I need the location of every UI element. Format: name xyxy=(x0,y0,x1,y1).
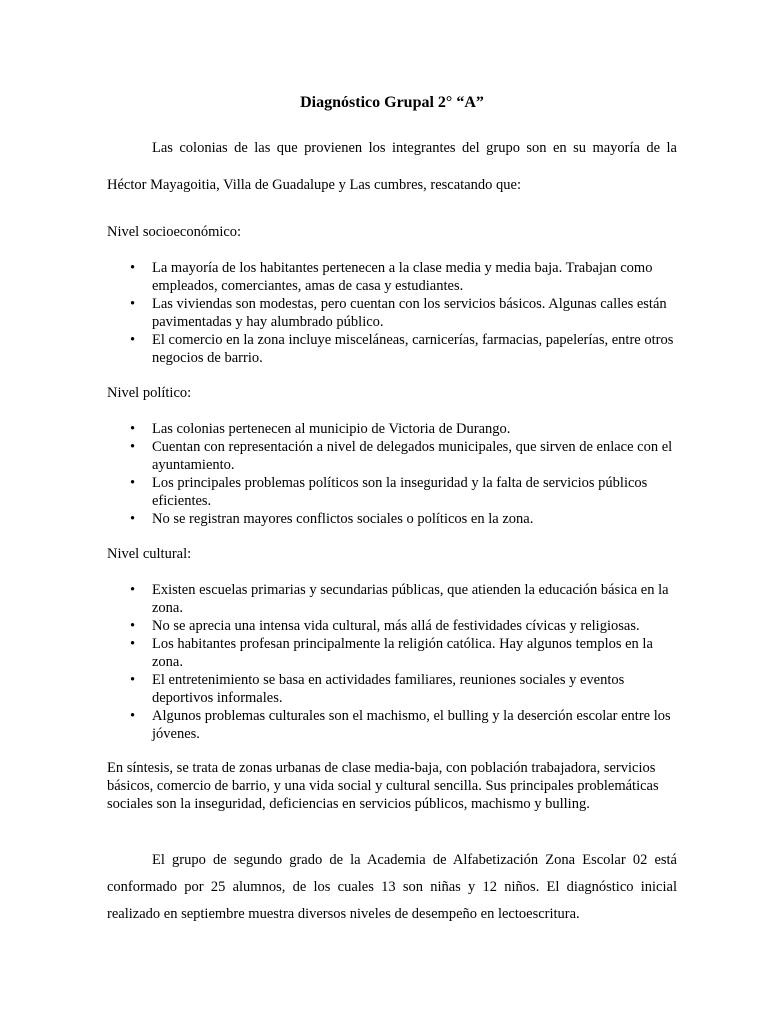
summary-paragraph: En síntesis, se trata de zonas urbanas de clase media-baja, con población trabajadora, servicios básicos, comercio de barrio, y una vida social y cultural sencilla. Sus principales problemáticas sociales son la inseguridad, deficiencias en servicios públicos, machismo y bulling. xyxy=(107,760,659,812)
list-item-text: El entretenimiento se basa en actividades familiares, reuniones sociales y eventos deportivos informales. xyxy=(152,672,625,706)
section-heading: Nivel cultural: xyxy=(107,546,192,562)
list-item-text: Las colonias pertenecen al municipio de Victoria de Durango. xyxy=(152,421,511,437)
bullet-icon: • xyxy=(130,618,136,634)
bullet-list xyxy=(107,581,677,743)
list-item xyxy=(130,331,677,367)
list-item xyxy=(130,259,677,295)
list-item-text: No se registran mayores conflictos sociales o políticos en la zona. xyxy=(152,511,534,527)
bullet-icon: • xyxy=(130,439,136,455)
bullet-icon: • xyxy=(130,672,136,688)
bullet-icon: • xyxy=(130,708,136,724)
list-item-text: Algunos problemas culturales son el machismo, el bulling y la deserción escolar entre los jóvenes. xyxy=(152,708,671,742)
section-heading: Nivel socioeconómico: xyxy=(107,224,242,240)
list-item xyxy=(130,707,677,743)
bullet-icon: • xyxy=(130,332,136,348)
intro-paragraph: Las colonias de las que provienen los integrantes del grupo son en su mayoría de la Héctor Mayagoitia, Villa de Guadalupe y Las cumbres, rescatando que: xyxy=(107,140,677,193)
bullet-icon: • xyxy=(130,421,136,437)
bullet-list xyxy=(107,420,677,528)
list-item-text: No se aprecia una intensa vida cultural, más allá de festividades cívicas y religiosas. xyxy=(152,618,640,634)
list-item xyxy=(130,295,677,331)
list-item-text: El comercio en la zona incluye misceláneas, carnicerías, farmacias, papelerías, entre otros negocios de barrio. xyxy=(152,332,674,366)
bullet-icon: • xyxy=(130,511,136,527)
list-item-text: Los habitantes profesan principalmente la religión católica. Hay algunos templos en la zona. xyxy=(152,636,653,670)
list-item-text: La mayoría de los habitantes pertenecen a la clase media y media baja. Trabajan como empleados, comerciantes, amas de casa y estudiantes. xyxy=(152,260,653,294)
list-item xyxy=(130,420,677,438)
closing-paragraph: El grupo de segundo grado de la Academia de Alfabetización Zona Escolar 02 está conformado por 25 alumnos, de los cuales 13 son niñas y 12 niños. El diagnóstico inicial realizado en septiembre muestra diversos niveles de desempeño en lectoescritura. xyxy=(107,852,677,922)
section-socioeconomic xyxy=(107,223,677,367)
bullet-icon: • xyxy=(130,582,136,598)
list-item xyxy=(130,510,677,528)
list-item-text: Los principales problemas políticos son la inseguridad y la falta de servicios públicos eficientes. xyxy=(152,475,648,509)
list-item xyxy=(130,617,677,635)
list-item-text: Las viviendas son modestas, pero cuentan con los servicios básicos. Algunas calles están pavimentadas y hay alumbrado público. xyxy=(152,296,667,330)
document-title: Diagnóstico Grupal 2° “A” xyxy=(300,94,484,111)
list-item xyxy=(130,581,677,617)
list-item-text: Cuentan con representación a nivel de delegados municipales, que sirven de enlace con el ayuntamiento. xyxy=(152,439,673,473)
bullet-list xyxy=(107,259,677,367)
list-item xyxy=(130,671,677,707)
section-cultural xyxy=(107,545,677,743)
bullet-icon: • xyxy=(130,296,136,312)
bullet-icon: • xyxy=(130,260,136,276)
list-item xyxy=(130,635,677,671)
bullet-icon: • xyxy=(130,475,136,491)
list-item-text: Existen escuelas primarias y secundarias públicas, que atienden la educación básica en la zona. xyxy=(152,582,669,616)
list-item xyxy=(130,474,677,510)
bullet-icon: • xyxy=(130,636,136,652)
section-political xyxy=(107,384,677,528)
section-heading: Nivel político: xyxy=(107,385,192,401)
list-item xyxy=(130,438,677,474)
